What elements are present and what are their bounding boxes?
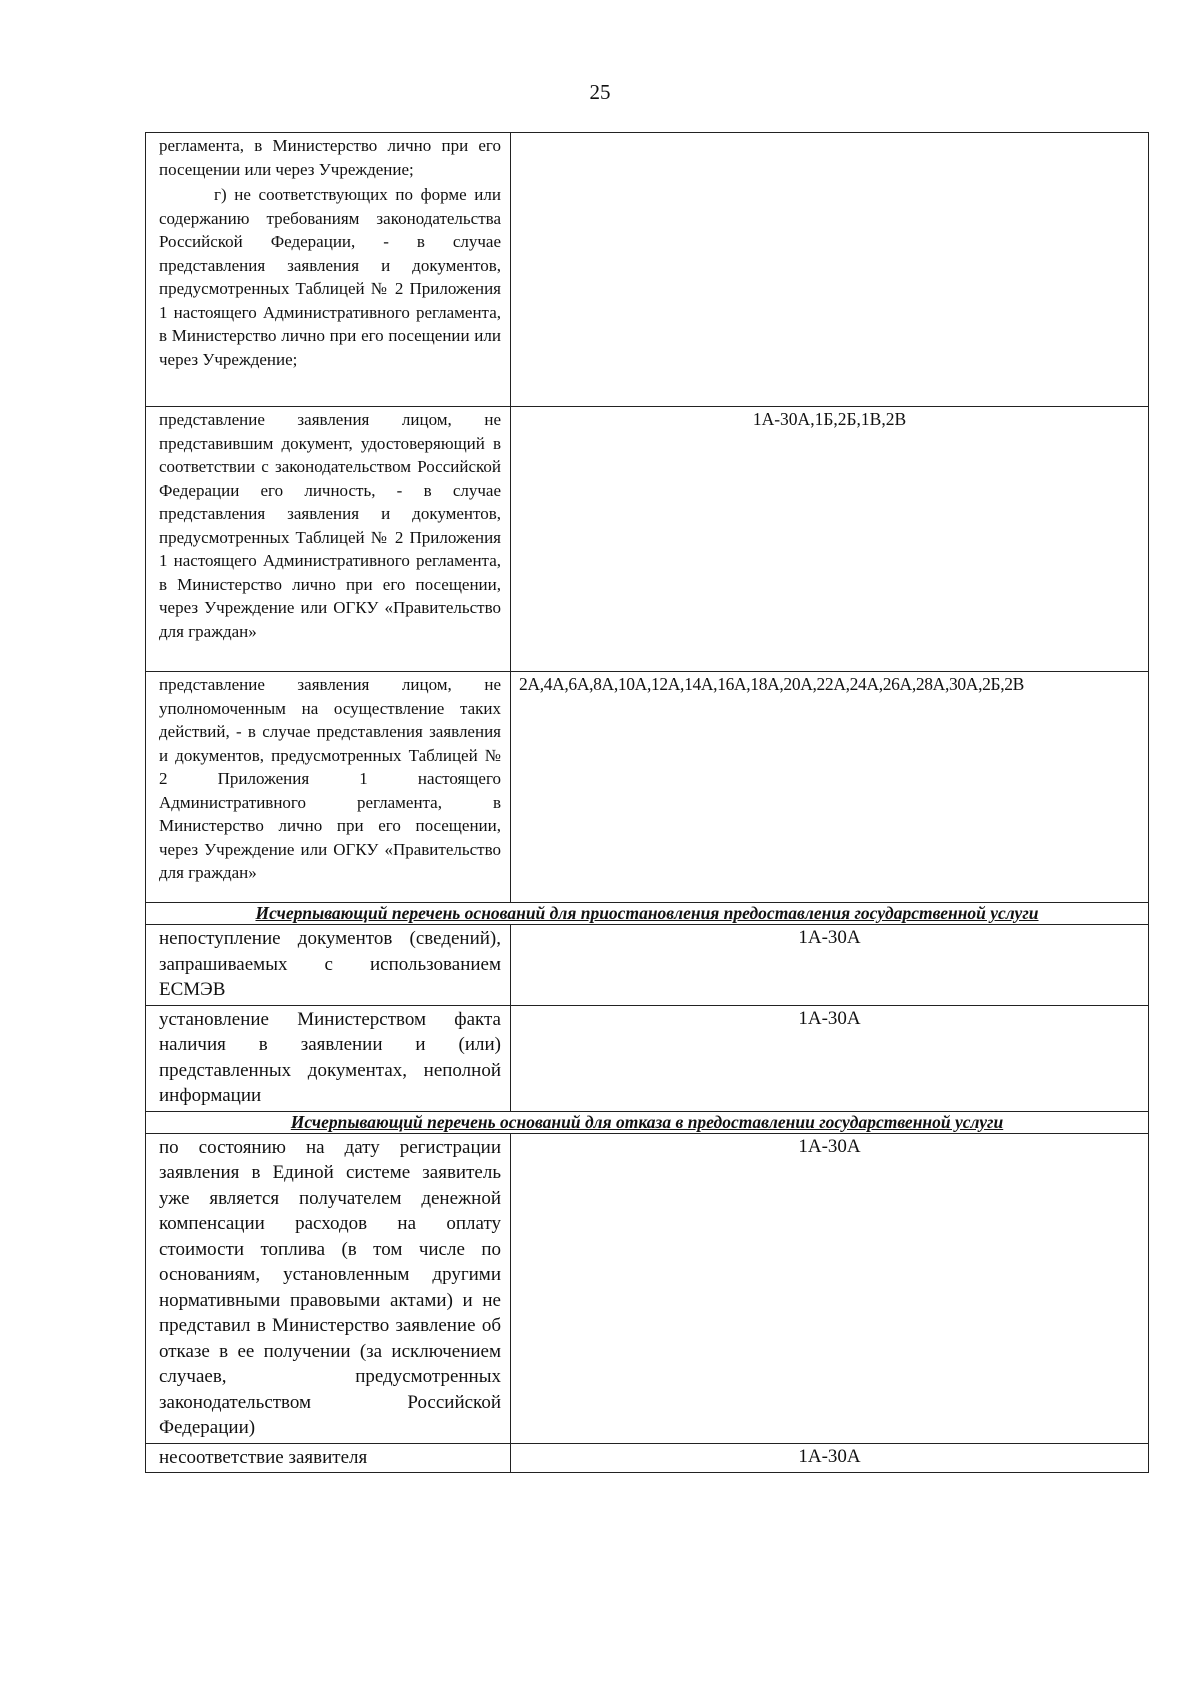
- row-text: непоступление документов (сведений), запрашиваемых с использованием ЕСМЭВ: [159, 928, 501, 1000]
- row-text: по состоянию на дату регистрации заявления в Единой системе заявитель уже является получателем денежной компенсации расходов на оплату стоимости топлива (в том числе по основаниям, установленным другими нормативными правовыми актами) и не представил в Министерство заявление об отказе в ее получении (за исключением случаев, предусмотренных законодательством Российской Федерации): [159, 1136, 501, 1438]
- category-codes: 1А-30А: [798, 1007, 861, 1029]
- left-cell: [146, 925, 511, 1006]
- row-text-item-g: г) не соответствующих по форме или содержанию требованиям законодательства Российской Федерации, - в случае представления заявления и документов, предусмотренных Таблицей № 2 Приложения 1 настоящего Административного регламента, в Министерство лично при его посещении или через Учреждение;: [159, 185, 501, 369]
- table-row: [146, 925, 1149, 1006]
- row-text: представление заявления лицом, не представившим документ, удостоверяющий в соответствии с законодательством Российской Федерации его личность, - в случае представления заявления и документов, предусмотренных Таблицей № 2 Приложения 1 настоящего Административного регламента, в Министерство лично при его посещении, через Учреждение или ОГКУ «Правительство для граждан»: [159, 410, 501, 641]
- grounds-table: [145, 132, 1149, 1473]
- table-row: [146, 1133, 1149, 1443]
- category-codes: 1А-30А: [798, 1445, 861, 1467]
- category-codes: 1А-30А: [798, 1135, 861, 1157]
- left-cell: [146, 1443, 511, 1473]
- table-row: [146, 672, 1149, 903]
- category-codes: [511, 133, 1148, 134]
- table-row: [146, 1005, 1149, 1111]
- right-cell: [511, 1005, 1149, 1111]
- left-cell: [146, 407, 511, 672]
- page-number: 25: [589, 80, 611, 104]
- right-cell: [511, 1133, 1149, 1443]
- row-text: регламента, в Министерство лично при его посещении или через Учреждение;: [159, 136, 501, 179]
- section-title-suspension: Исчерпывающий перечень оснований для приостановления предоставления государственной услуги: [146, 903, 1149, 925]
- section-header-row: [146, 903, 1149, 925]
- right-cell: [511, 133, 1149, 407]
- left-cell: [146, 133, 511, 407]
- right-cell: [511, 925, 1149, 1006]
- right-cell: [511, 407, 1149, 672]
- section-header-row: [146, 1111, 1149, 1133]
- category-codes: 1А-30А: [798, 927, 861, 948]
- right-cell: [511, 1443, 1149, 1473]
- table-row: [146, 133, 1149, 407]
- row-text: представление заявления лицом, не уполномоченным на осуществление таких действий, - в случае представления заявления и документов, предусмотренных Таблицей № 2 Приложения 1 настоящего Административного регламента, в Министерство лично при его посещении, через Учреждение или ОГКУ «Правительство для граждан»: [159, 675, 501, 882]
- left-cell: [146, 1005, 511, 1111]
- category-codes: 1А-30А,1Б,2Б,1В,2В: [752, 409, 907, 429]
- row-text: установление Министерством факта наличия в заявлении и (или) представленных документах, неполной информации: [159, 1008, 501, 1106]
- section-title-refusal: Исчерпывающий перечень оснований для отказа в предоставлении государственной услуги: [146, 1111, 1149, 1133]
- table-row: [146, 1443, 1149, 1473]
- right-cell: [511, 672, 1149, 903]
- left-cell: [146, 1133, 511, 1443]
- row-text: несоответствие заявителя: [159, 1446, 368, 1468]
- table-row: [146, 407, 1149, 672]
- category-codes: 2А,4А,6А,8А,10А,12А,14А,16А,18А,20А,22А,24А,26А,28А,30А,2Б,2В: [519, 674, 1024, 694]
- left-cell: [146, 672, 511, 903]
